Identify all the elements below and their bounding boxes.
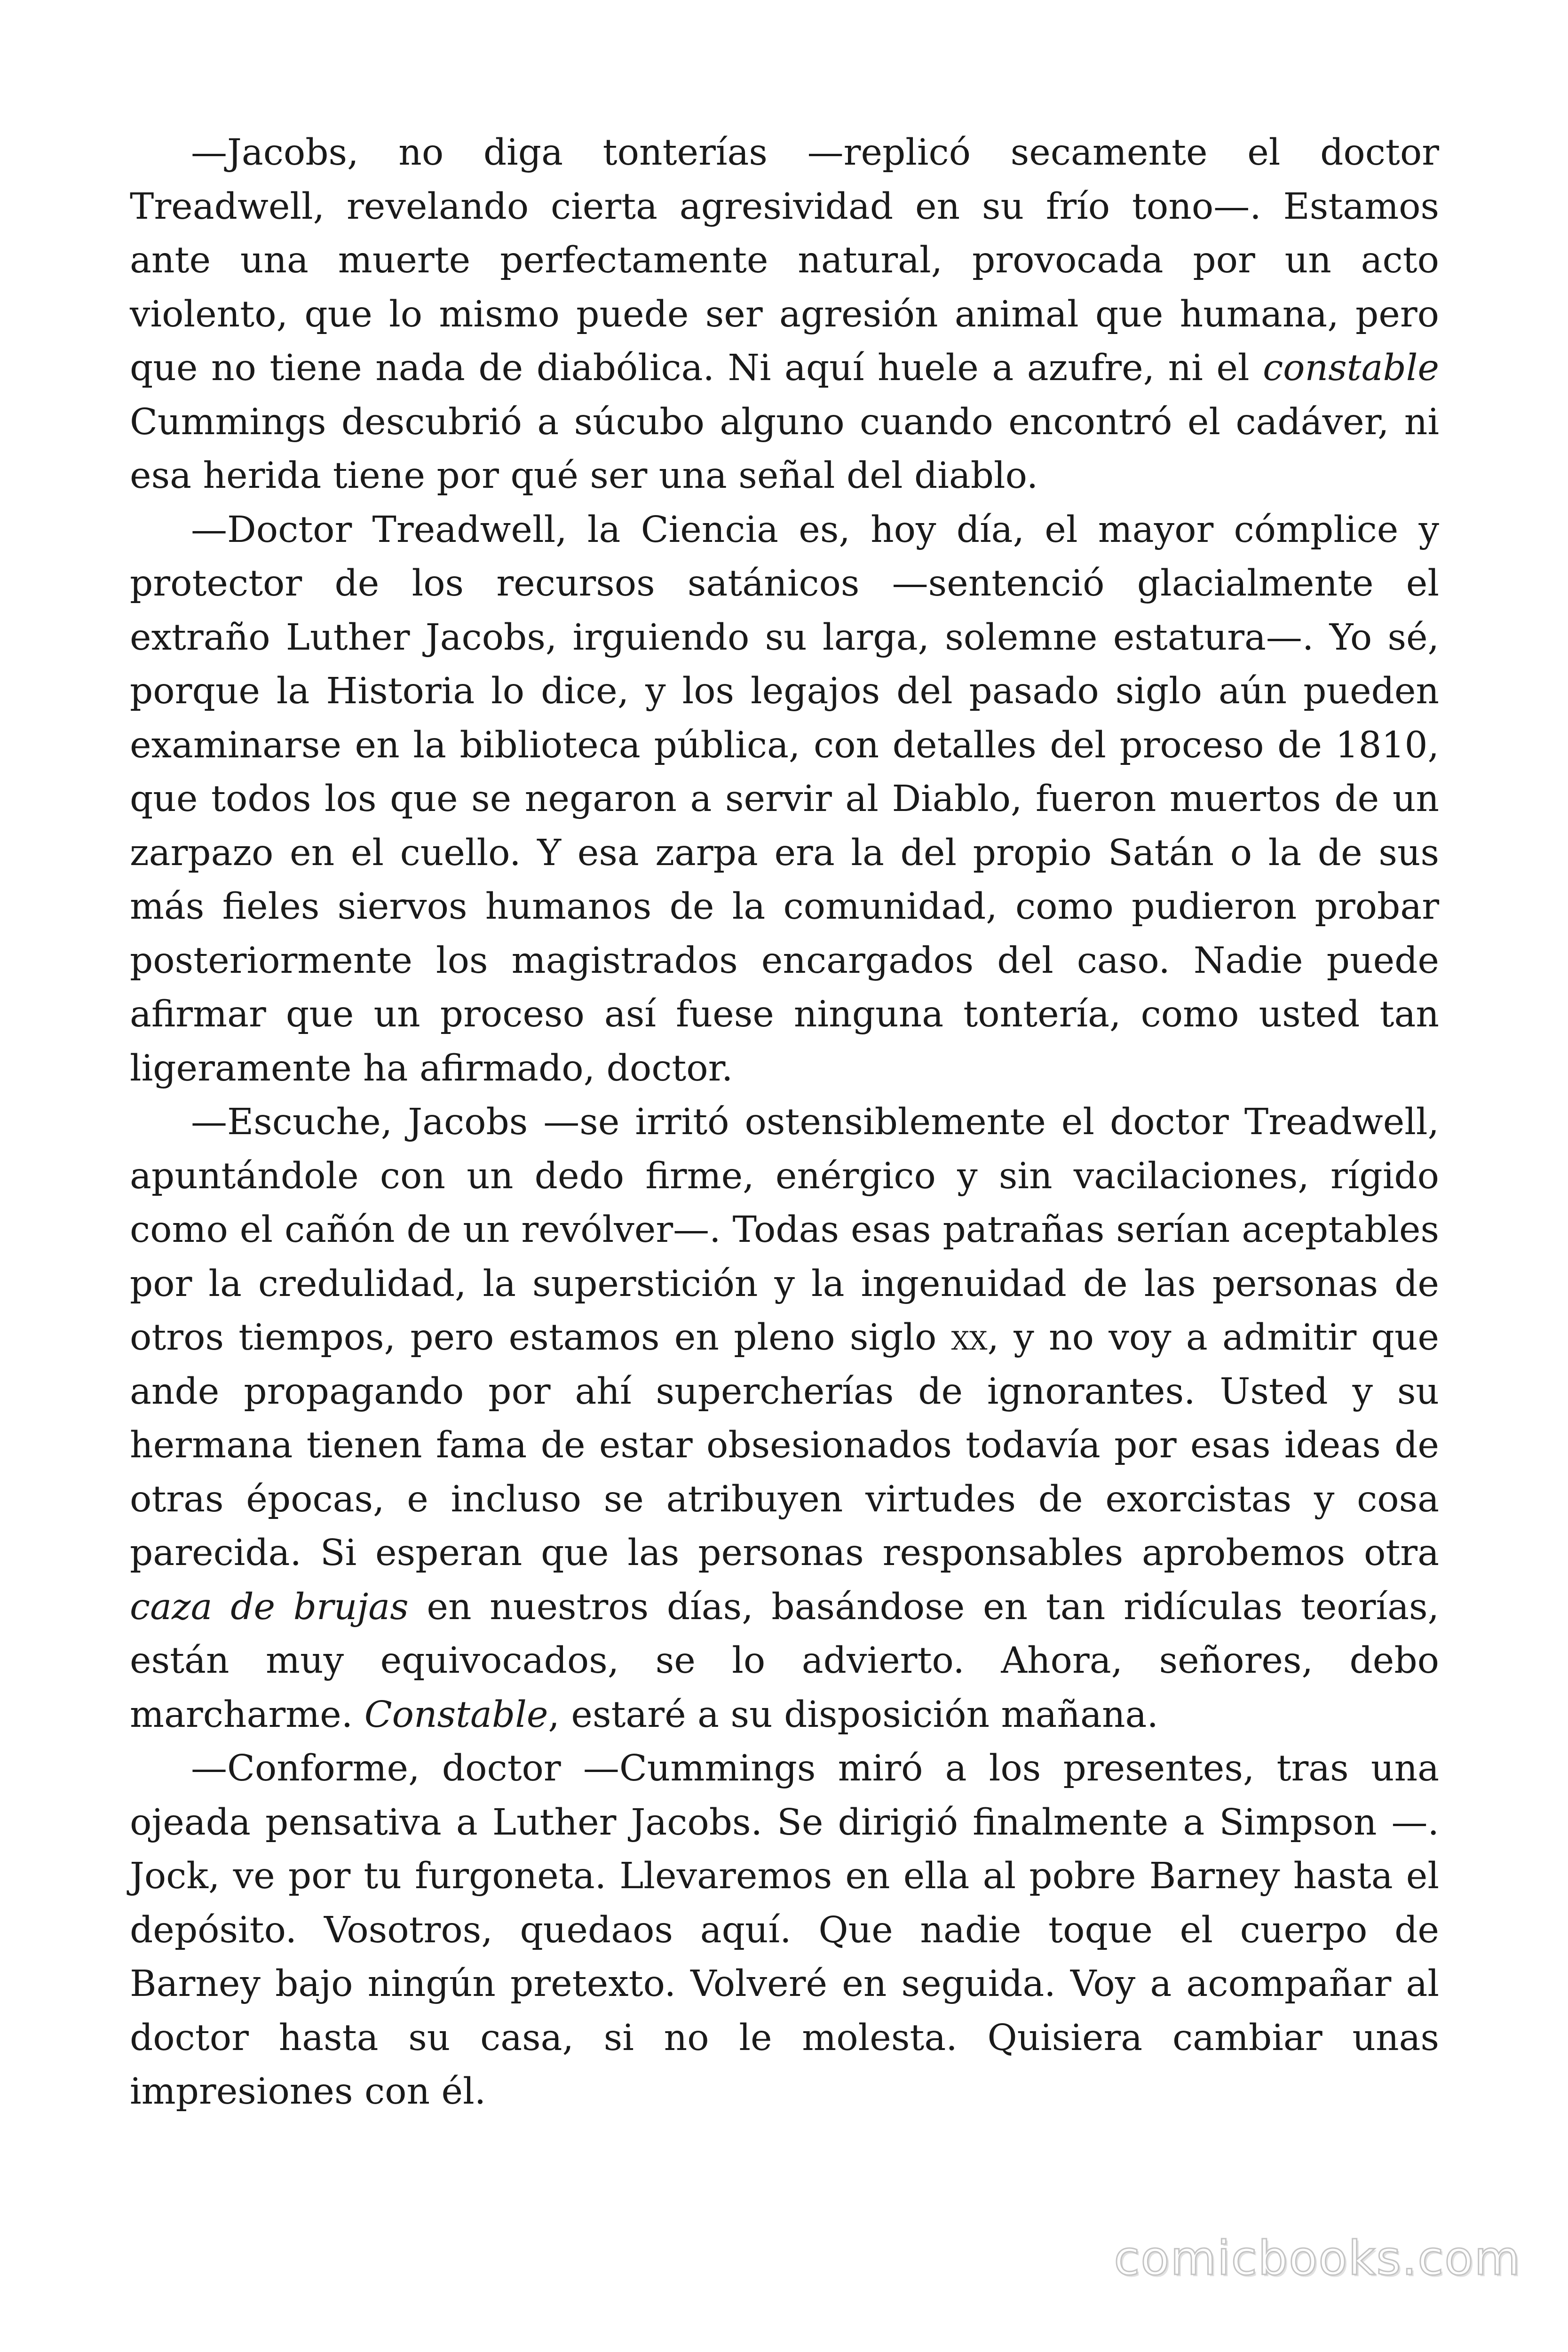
paragraph-3-text-2: , y no voy a admitir que ande propagando por ahí supercherías de ignorantes. Usted y su hermana tienen fama de estar obsesionados todavía por esas ideas de otras épocas, e incluso se atribuyen virtudes de exorcistas y cosa parecida. Si esperan que las personas responsables aprobemos otra: [130, 1317, 1439, 1574]
paragraph-3-text-3: en nuestros días, basándose en tan ridículas teorías, están muy equivocados, se lo advierto. Ahora, señores, debo marcharme.: [130, 1586, 1439, 1736]
paragraph-3: [130, 1096, 1439, 1742]
paragraph-3-italic-constable: Constable: [364, 1693, 548, 1736]
paragraph-3-text-4: , estaré a su disposición mañana.: [548, 1693, 1158, 1736]
paragraph-1-text-2: Cummings descubrió a súcubo alguno cuando encontró el cadáver, ni esa herida tiene por qué ser una señal del diablo.: [130, 401, 1439, 497]
body-text: [130, 126, 1439, 2119]
paragraph-1-text-1: —Jacobs, no diga tonterías —replicó secamente el doctor Treadwell, revelando cierta agresividad en su frío tono—. Estamos ante una muerte perfectamente natural, provocada por un acto violento, que lo mismo puede ser agresión animal que humana, pero que no tiene nada de diabólica. Ni aquí huele a azufre, ni el: [130, 132, 1439, 389]
paragraph-4: [130, 1742, 1439, 2119]
watermark-logo: comicbooks.com: [1114, 2231, 1521, 2286]
paragraph-1-italic-constable: constable: [1263, 347, 1439, 389]
paragraph-3-text-1: —Escuche, Jacobs —se irritó ostensiblemente el doctor Treadwell, apuntándole con un dedo firme, enérgico y sin vacilaciones, rígido como el cañón de un revólver—. Todas esas patrañas serían aceptables por la credulidad, la superstición y la ingenuidad de las personas de otros tiempos, pero estamos en pleno siglo: [130, 1101, 1439, 1359]
paragraph-3-smallcaps-century: xx: [951, 1317, 988, 1359]
paragraph-4-text-1: —Conforme, doctor —Cummings miró a los presentes, tras una ojeada pensativa a Luther Jacobs. Se dirigió finalmente a Simpson —. Jock, ve por tu furgoneta. Llevaremos en ella al pobre Barney hasta el depósito. Vosotros, quedaos aquí. Que nadie toque el cuerpo de Barney bajo ningún pretexto. Volveré en seguida. Voy a acompañar al doctor hasta su casa, si no le molesta. Quisiera cambiar unas impresiones con él.: [130, 1748, 1439, 2113]
paragraph-2: [130, 503, 1439, 1096]
paragraph-2-text-1: —Doctor Treadwell, la Ciencia es, hoy día, el mayor cómplice y protector de los recursos satánicos —sentenció glacialmente el extraño Luther Jacobs, irguiendo su larga, solemne estatura—. Yo sé, porque la Historia lo dice, y los legajos del pasado siglo aún pueden examinarse en la biblioteca pública, con detalles del proceso de 1810, que todos los que se negaron a servir al Diablo, fueron muertos de un zarpazo en el cuello. Y esa zarpa era la del propio Satán o la de sus más fieles siervos humanos de la comunidad, como pudieron probar posteriormente los magistrados encargados del caso. Nadie puede afirmar que un proceso así fuese ninguna tontería, como usted tan ligeramente ha afirmado, doctor.: [130, 509, 1439, 1089]
paragraph-3-italic-caza-de-brujas: caza de brujas: [130, 1586, 409, 1628]
paragraph-1: [130, 126, 1439, 503]
